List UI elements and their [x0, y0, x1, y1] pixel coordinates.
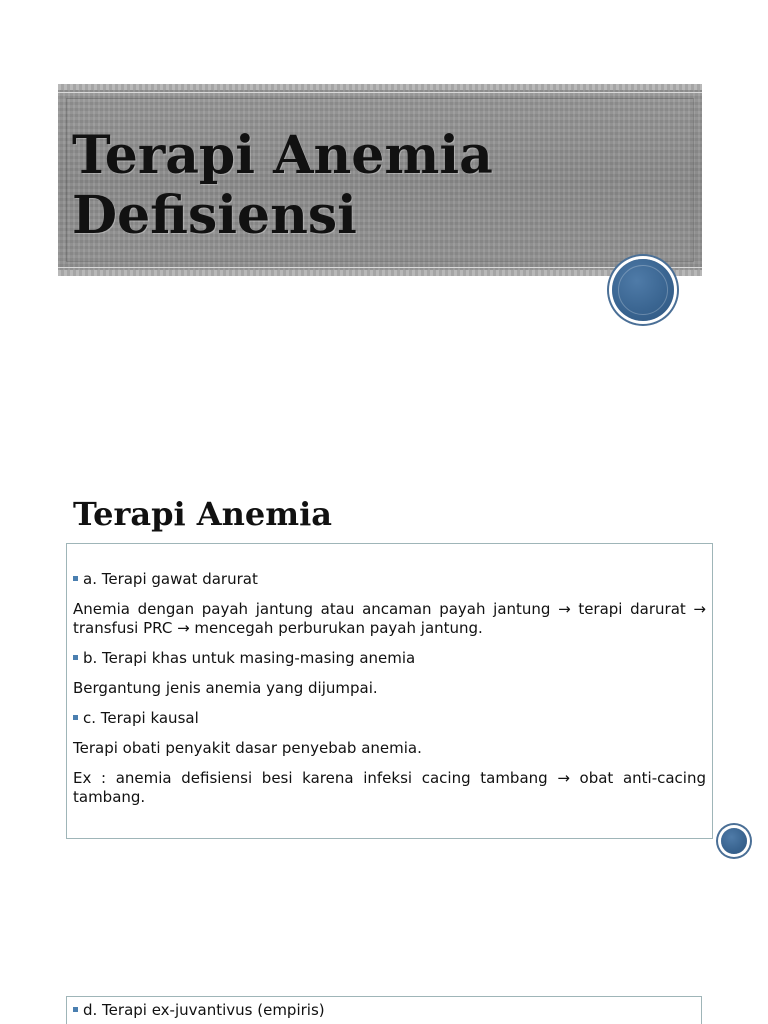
decorative-circle-icon: [721, 828, 747, 854]
bullet-text: a. Terapi gawat darurat: [83, 570, 258, 588]
paragraph: Anemia dengan payah jantung atau ancaman payah jantung → terapi darurat → transfusi PRC → mencegah perburukan payah jantung.: [73, 600, 706, 637]
bullet-item: [73, 570, 706, 589]
bullet-text: b. Terapi khas untuk masing-masing anemia: [83, 649, 416, 667]
bullet-item: [73, 709, 706, 728]
slide-title: Terapi Anemia Defisiensi: [72, 125, 493, 246]
bullet-item: [73, 1001, 695, 1020]
decorative-circle-icon: [612, 259, 674, 321]
banner-bottom-rule: [58, 267, 702, 268]
content-box: [66, 543, 713, 839]
bullet-item: [73, 649, 706, 668]
slide-heading: Terapi Anemia: [73, 495, 332, 533]
square-bullet-icon: [73, 655, 78, 660]
paragraph: Terapi obati penyakit dasar penyebab anemia.: [73, 739, 422, 757]
paragraph: Ex : anemia defisiensi besi karena infeksi cacing tambang → obat anti-cacing tambang.: [73, 769, 706, 806]
square-bullet-icon: [73, 1007, 78, 1012]
paragraph: Bergantung jenis anemia yang dijumpai.: [73, 679, 378, 697]
banner-top-rule: [58, 92, 702, 93]
bullet-text: c. Terapi kausal: [83, 709, 199, 727]
square-bullet-icon: [73, 715, 78, 720]
bullet-text: d. Terapi ex-juvantivus (empiris): [83, 1001, 325, 1019]
square-bullet-icon: [73, 576, 78, 581]
content-box-2: [66, 996, 702, 1024]
title-banner: [58, 84, 702, 276]
